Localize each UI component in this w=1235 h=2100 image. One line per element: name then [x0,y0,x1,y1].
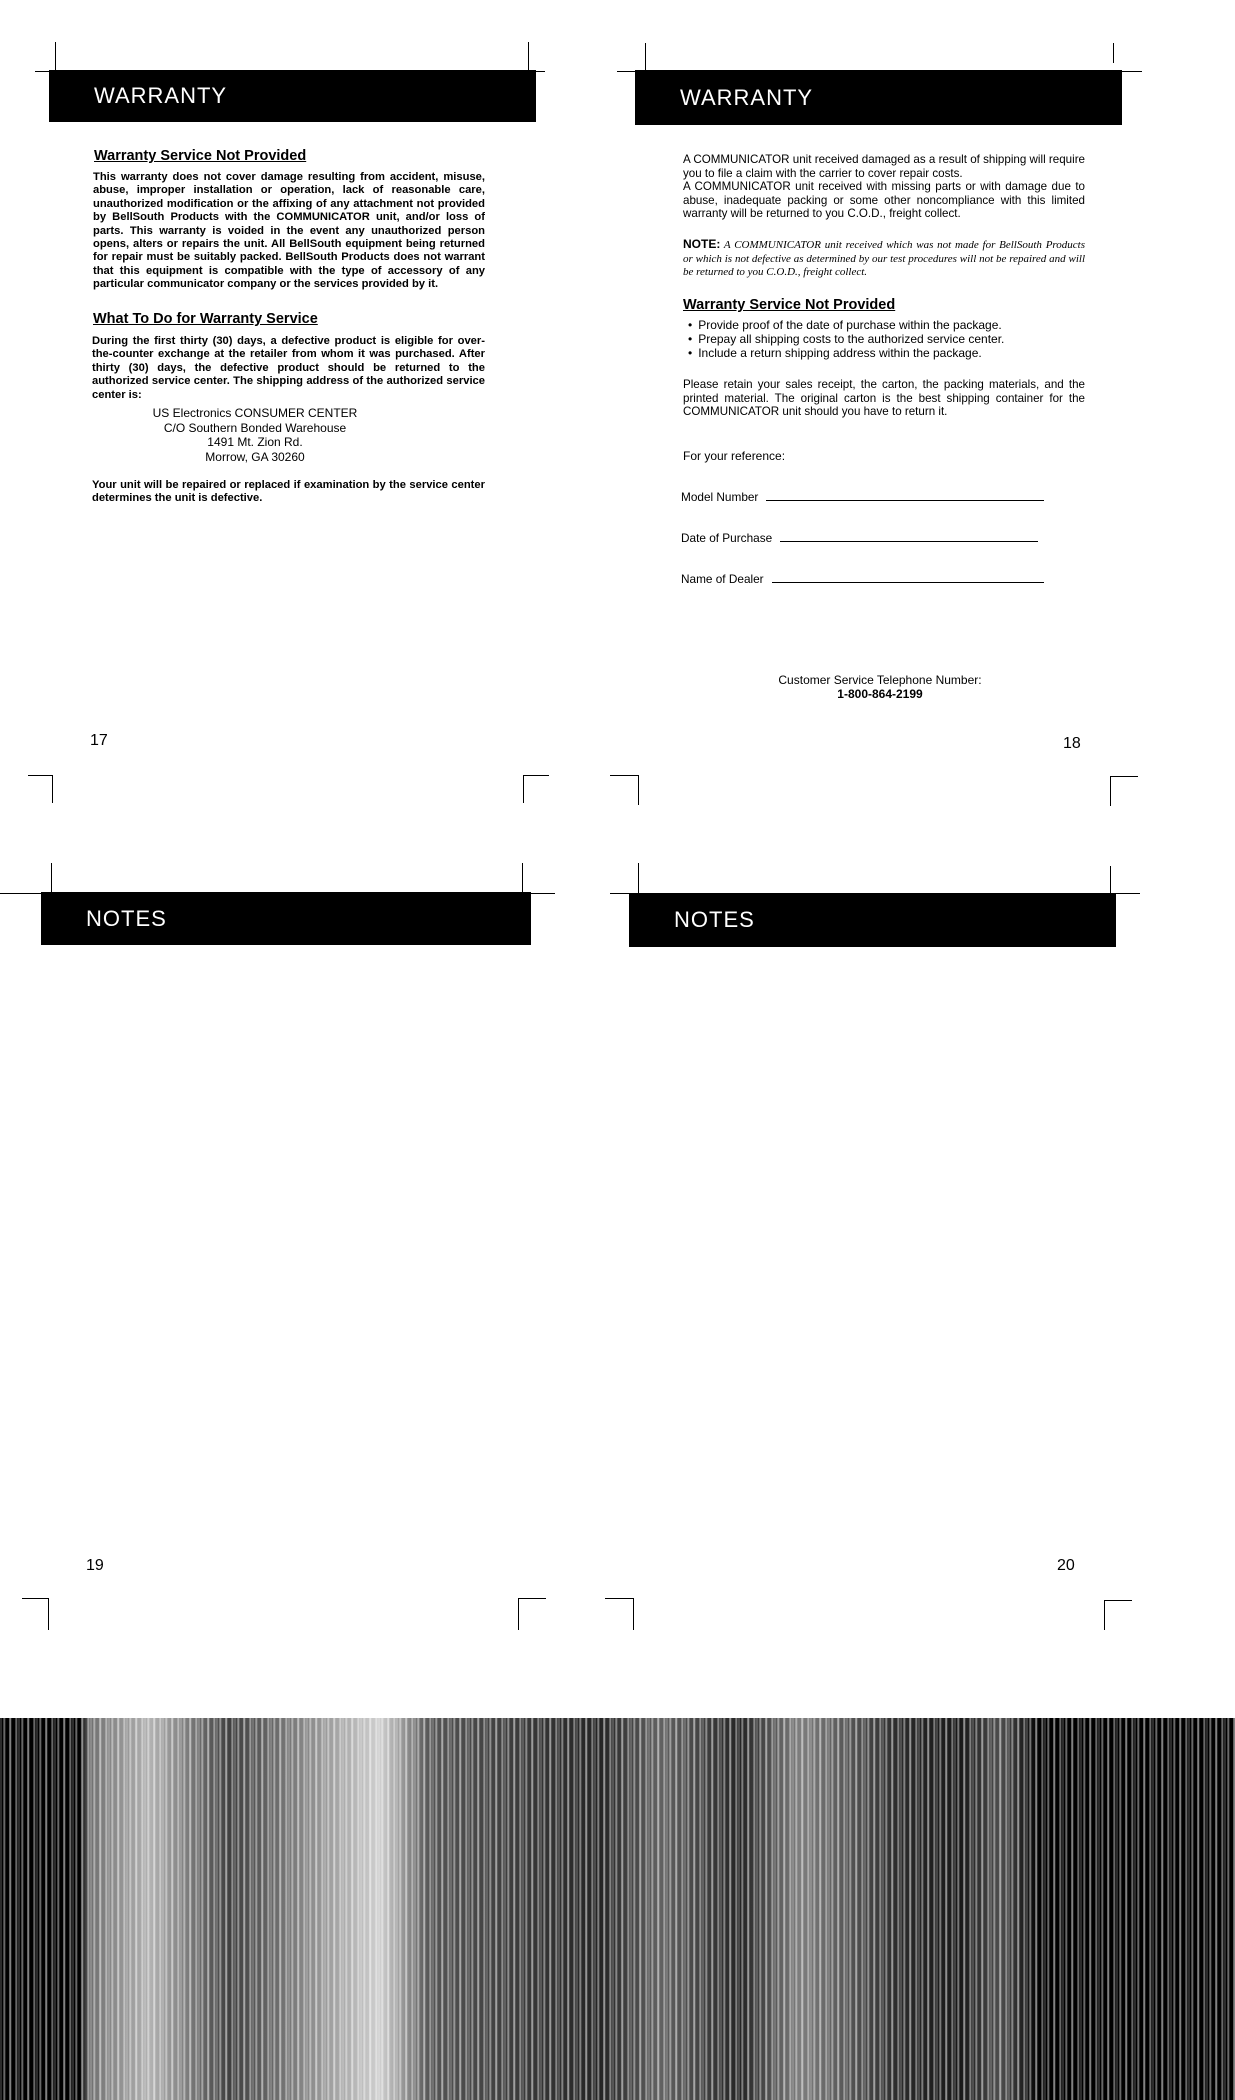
reference-label: For your reference: [683,449,786,463]
list-item: • Include a return shipping address within the package. [688,347,1088,361]
crop-mark [48,1598,49,1630]
field-label: Name of Dealer [681,572,764,586]
page-number: 18 [1063,735,1081,752]
crop-mark [633,1598,634,1630]
service-center-address [125,406,385,464]
intro-paragraph: A COMMUNICATOR unit received damaged as a result of shipping will require you to file a claim with the carrier to cover repair costs. A COMMUNICATOR unit received with missing parts or with damage due to abuse, inadequate packing or some other noncompliance with this limited warranty will be returned to you C.O.D., freight collect. [683,153,1085,221]
date-of-purchase-field [681,531,1038,545]
scan-noise-band [0,1718,1235,2100]
crop-mark [28,775,52,776]
body-paragraph: Your unit will be repaired or replaced if examination by the service center determines the unit is defective. [92,479,485,505]
crop-mark [52,775,53,803]
address-line: US Electronics CONSUMER CENTER [152,406,358,420]
body-paragraph: During the first thirty (30) days, a defective product is eligible for over-the-counter exchange at the retailer from whom it was purchased. After thirty (30) days, the defective product should be returned to the authorized service center. The shipping address of the authorized service center is: [92,335,485,401]
warranty-steps-list [688,319,1088,360]
crop-mark [1104,1600,1105,1630]
crop-mark [645,43,646,71]
crop-mark [638,863,639,893]
name-of-dealer-field [681,572,1044,586]
page-number: 17 [90,732,108,749]
crop-mark [1110,866,1111,894]
field-line [766,499,1044,501]
note-text: A COMMUNICATOR unit received which was not made for BellSouth Products or which is not defective as determined by our test procedures will not be repaired and will be returned to you C.O.D., freight collect. [683,239,1085,278]
crop-mark [1110,776,1111,806]
list-item: • Provide proof of the date of purchase within the package. [688,319,1088,333]
list-item: • Prepay all shipping costs to the authorized service center. [688,333,1088,347]
page-banner: NOTES [629,893,1116,947]
crop-mark [523,775,549,776]
address-line: 1491 Mt. Zion Rd. [207,435,303,449]
crop-mark [51,863,52,893]
field-label: Date of Purchase [681,531,773,545]
crop-mark [638,775,639,805]
page-number: 20 [1057,1557,1075,1574]
crop-mark [528,42,529,70]
field-line [772,581,1044,583]
address-line: Morrow, GA 30260 [205,449,305,464]
address-line: C/O Southern Bonded Warehouse [163,420,347,435]
page-banner: WARRANTY [635,70,1122,125]
crop-mark [523,775,524,803]
crop-mark [1104,1600,1132,1601]
crop-mark [522,863,523,893]
crop-mark [605,1598,633,1599]
note-paragraph [683,238,1085,280]
crop-mark [22,1598,48,1599]
page-number: 19 [86,1557,104,1574]
crop-mark [55,42,56,70]
customer-service-phone: 1-800-864-2199 [837,687,923,701]
field-label: Model Number [681,490,759,504]
model-number-field [681,490,1044,504]
page-banner: NOTES [41,892,531,945]
crop-mark [518,1598,546,1599]
retain-paragraph: Please retain your sales receipt, the carton, the packing materials, and the printed material. The original carton is the best shipping container for the COMMUNICATOR unit should you have to return it. [683,378,1085,419]
crop-mark [518,1598,519,1630]
customer-service-info [740,673,1020,701]
field-line [780,540,1038,542]
section-heading: What To Do for Warranty Service [93,311,318,327]
customer-service-label: Customer Service Telephone Number: [778,673,982,687]
section-heading: Warranty Service Not Provided [94,148,307,164]
section-heading: Warranty Service Not Provided [683,297,896,313]
crop-mark [610,775,638,776]
crop-mark [1110,776,1138,777]
body-paragraph: This warranty does not cover damage resulting from accident, misuse, abuse, improper installation or operation, lack of reasonable care, unauthorized modification or the affixing of any attachment not provided by BellSouth Products with the COMMUNICATOR unit, and/or loss of parts. This warranty is voided in the event any unauthorized person opens, alters or repairs the unit. All BellSouth equipment being returned for repair must be suitably packed. BellSouth Products does not warrant that this equipment is compatible with the type of accessory of any particular communicator company or the services provided by it. [93,171,485,291]
page-banner: WARRANTY [49,70,536,122]
note-label: NOTE: [683,237,721,251]
crop-mark [1113,43,1114,63]
